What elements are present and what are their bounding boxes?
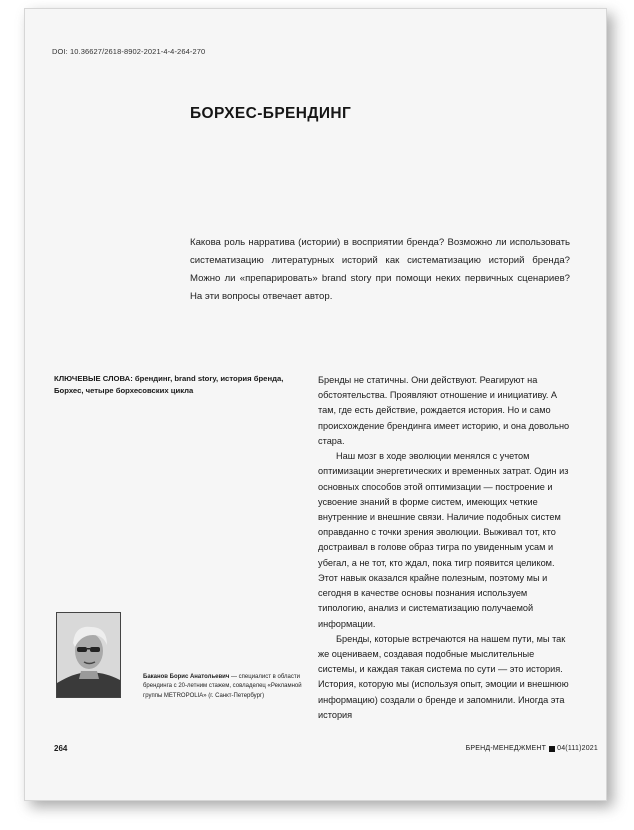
- square-separator-icon: [549, 746, 555, 752]
- page-number: 264: [54, 744, 68, 753]
- footer-journal: [466, 745, 598, 752]
- body-paragraph-3: Бренды, которые встречаются на нашем пути, мы так же оцениваем, создавая подобные мыслительные системы, и каждая такая система по сути — это история. История, которую мы (используя опыт, эмоции и внешнюю информацию) создали о бренде и запомнили. Иногда эта история: [318, 633, 569, 720]
- article-title: БОРХЕС-БРЕНДИНГ: [190, 105, 352, 122]
- keywords-text: брендинг, brand story, история бренда, Борхес, четыре борхесовских цикла: [54, 374, 284, 395]
- body-paragraph-2: Наш мозг в ходе эволюции менялся с учетом оптимизации энергетических и временных затрат. Один из основных способов этой оптимизации — построение и усвоение знаний в форме систем, имеющих четкие внутренние и внешние связи. Наличие подобных систем оправданно с точки зрения эволюции. Выживал тот, кто достраивал в голове образ тигра по увиденным усам и убегал, а не тот, кто ждал, пока тигр появится целиком. Этот навык оказался крайне полезным, поэтому мы и сегодня в качестве основы познания используем типологию, анализ и систематизацию получаемой информации.: [318, 451, 569, 629]
- article-body: [318, 373, 570, 723]
- author-caption: [143, 673, 303, 701]
- keywords-label: КЛЮЧЕВЫЕ СЛОВА:: [54, 374, 133, 383]
- doi-line: DOI: 10.36627/2618-8902-2021-4-4-264-270: [52, 47, 206, 56]
- author-photo: [56, 612, 121, 698]
- keywords-block: [54, 373, 298, 397]
- author-bio: — специалист в области брендинга с 20-летним стажем, совладелец «Рекламной группы METROPOLIA» (г. Санкт-Петербург): [143, 674, 302, 699]
- journal-issue: 04(111)2021: [557, 745, 598, 752]
- article-lead: Какова роль нарратива (истории) в восприятии бренда? Возможно ли использовать систематизацию литературных историй как систематизацию историй бренда? Можно ли «препарировать» brand story при помощи неких первичных сценариев? На эти вопросы отвечает автор.: [190, 237, 570, 302]
- author-name: Баканов Борис Анатольевич: [143, 674, 230, 680]
- journal-name: БРЕНД-МЕНЕДЖМЕНТ: [465, 745, 547, 752]
- body-paragraph-1: Бренды не статичны. Они действуют. Реагируют на обстоятельства. Проявляют отношение и инициативу. А там, где есть действие, рождается история. Но и само происхождение брендинга имеет историю, и она довольно стара.: [318, 375, 570, 446]
